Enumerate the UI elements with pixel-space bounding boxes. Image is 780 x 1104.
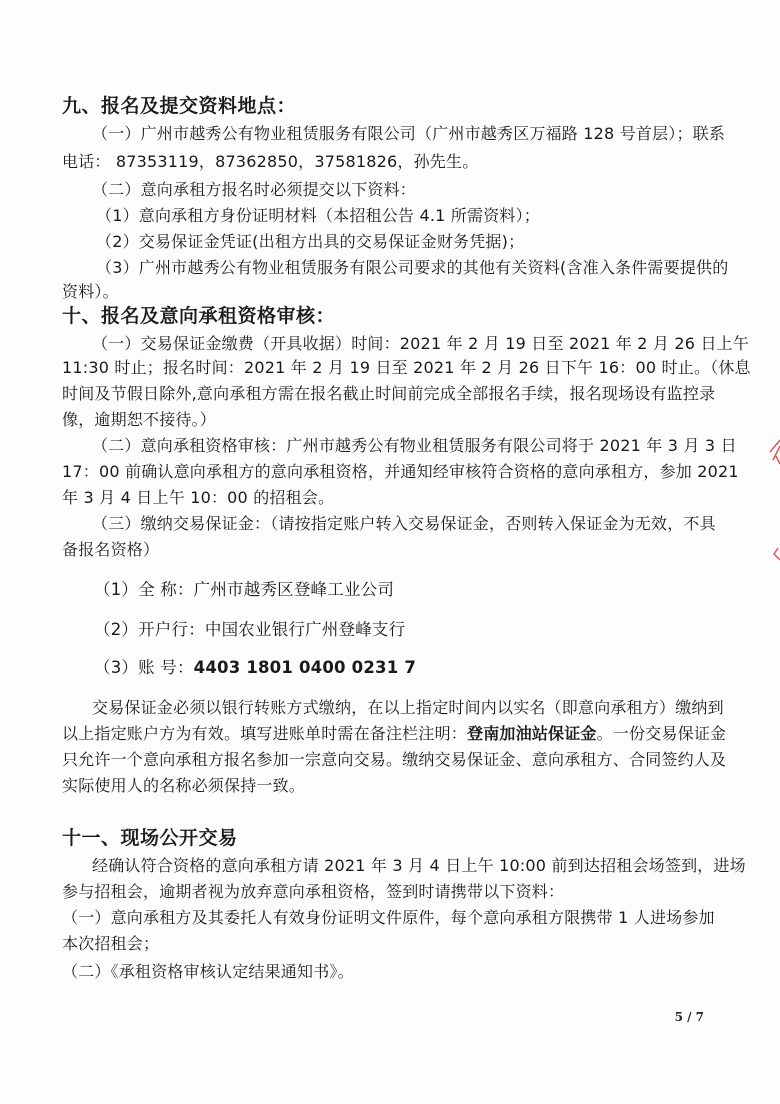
- section-eleven-p1-line2: 参与招租会，逾期者视为放弃意向承租资格，签到时请携带以下资料：: [62, 882, 565, 901]
- section-ten-p4-line2-start: 以上指定账户方为有效。填写进账单时需在备注栏注明：: [62, 724, 468, 743]
- section-nine-heading: 九、报名及提交资料地点：: [62, 95, 297, 117]
- bank-branch: （2）开户行：中国农业银行广州登峰支行: [94, 620, 406, 639]
- section-nine-item3-line1: （3）广州市越秀公有物业租赁服务有限公司要求的其他有关资料(含准入条件需要提供的: [96, 258, 729, 277]
- section-ten-p4-line1: 交易保证金必须以银行转账方式缴纳，在以上指定时间内以实名（即意向承租方）缴纳到: [92, 698, 724, 717]
- bank-account-number-label: （3）账 号：: [94, 658, 194, 677]
- section-eleven-p2-line1: （一）意向承租方及其委托人有效身份证明文件原件，每个意向承租方限携带 1 人进场参加: [62, 908, 715, 927]
- section-ten-p1-line3: 时间及节假日除外,意向承租方需在报名截止时间前完成全部报名手续，报名现场设有监控录: [62, 384, 716, 403]
- bank-account-number: 4403 1801 0400 0231 7: [193, 658, 417, 677]
- section-ten-p2-line3: 年 3 月 4 日上午 10：00 的招租会。: [62, 488, 335, 507]
- section-ten-p4-line2-end: 。一份交易保证金: [596, 724, 727, 743]
- section-eleven-heading: 十一、现场公开交易: [62, 827, 238, 849]
- section-nine-item2: （2）交易保证金凭证(出租方出具的交易保证金财务凭据)；: [96, 232, 525, 251]
- page-number: 5 / 7: [674, 1010, 704, 1024]
- section-ten-p3-line2: 备报名资格）: [62, 540, 160, 559]
- section-nine-p1-line2: 电话： 87353119，87362850，37581826，孙先生。: [62, 152, 479, 171]
- section-nine-p1-line1: （一）广州市越秀公有物业租赁服务有限公司（广州市越秀区万福路 128 号首层）；联系: [92, 124, 726, 143]
- section-ten-p2-line2: 17：00 前确认意向承租方的意向承租资格，并通知经审核符合资格的意向承租方，参加 2021: [62, 462, 739, 481]
- section-ten-p3-line1: （三）缴纳交易保证金：（请按指定账户转入交易保证金，否则转入保证金为无效，不具: [92, 514, 716, 533]
- seal-fragment-icon: [764, 430, 780, 570]
- section-eleven-p1-line1: 经确认符合资格的意向承租方请 2021 年 3 月 4 日上午 10:00 前到达招租会场签到，进场: [92, 856, 746, 875]
- section-ten-p4-line4: 实际使用人的名称必须保持一致。: [62, 776, 306, 795]
- section-eleven-p2-line2: 本次招租会；: [62, 934, 160, 953]
- section-ten-heading: 十、报名及意向承租资格审核：: [62, 305, 336, 327]
- section-nine-item1: （1）意向承租方身份证明材料（本招租公告 4.1 所需资料）；: [96, 206, 540, 225]
- section-ten-p2-line1: （二）意向承租资格审核：广州市越秀公有物业租赁服务有限公司将于 2021 年 3 月 3 日: [92, 436, 737, 455]
- section-ten-p1-line2: 11:30 时止；报名时间：2021 年 2 月 19 日至 2021 年 2 月 26 日下午 16：00 时止。（休息: [62, 358, 751, 377]
- section-eleven-p3: （二）《承租资格审核认定结果通知书》。: [62, 962, 354, 981]
- section-ten-p4-line2: [62, 724, 726, 744]
- bank-account-name: （1）全 称：广州市越秀区登峰工业公司: [94, 580, 395, 599]
- section-nine-p2: （二）意向承租方报名时必须提交以下资料：: [92, 180, 417, 199]
- bank-account-number-row: [94, 658, 416, 678]
- section-ten-p4-line3: 只允许一个意向承租方报名参加一宗意向交易。缴纳交易保证金、意向承租方、合同签约人及: [62, 750, 727, 769]
- deposit-remark: 登南加油站保证金: [467, 724, 597, 743]
- section-nine-item3-line2: 资料）。: [62, 282, 119, 301]
- section-ten-p1-line1: （一）交易保证金缴费（开具收据）时间：2021 年 2 月 19 日至 2021 年 2 月 26 日上午: [92, 334, 750, 353]
- section-ten-p1-line4: 像，逾期恕不接待。）: [62, 410, 217, 429]
